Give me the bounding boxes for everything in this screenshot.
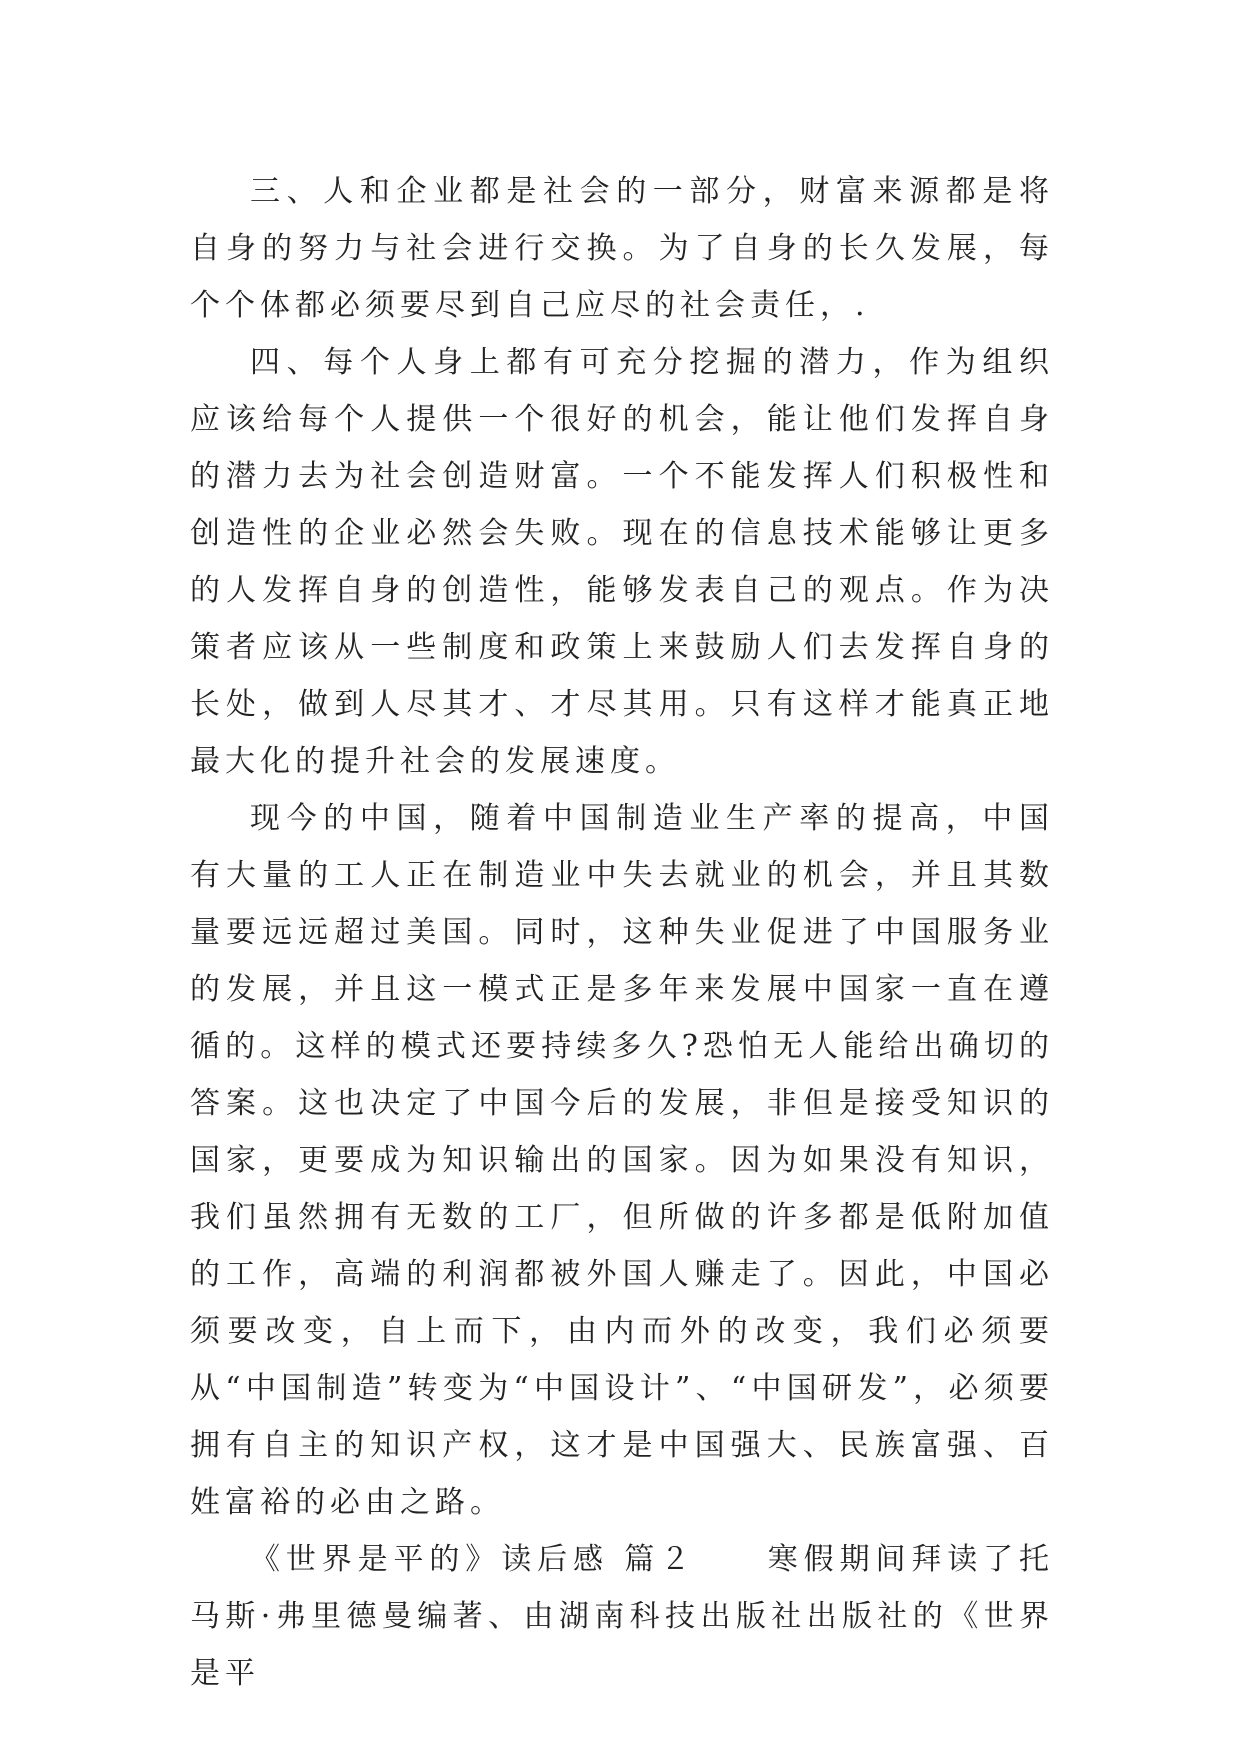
paragraph-review-part-two: 《世界是平的》读后感 篇２ 寒假期间拜读了托马斯·弗里德曼编著、由湖南科技出版社出版社的《世界是平 — [190, 1542, 1054, 1691]
document-body — [190, 163, 1054, 1702]
paragraph-section-four: 四、每个人身上都有可充分挖掘的潜力，作为组织应该给每个人提供一个很好的机会，能让他们发挥自身的潜力去为社会创造财富。一个不能发挥人们积极性和创造性的企业必然会失败。现在的信息技术能够让更多的人发挥自身的创造性，能够发表自己的观点。作为决策者应该从一些制度和政策上来鼓励人们去发挥自身的长处，做到人尽其才、才尽其用。只有这样才能真正地最大化的提升社会的发展速度。 — [190, 345, 1054, 779]
paragraph-china-manufacturing: 现今的中国，随着中国制造业生产率的提高，中国有大量的工人正在制造业中失去就业的机会，并且其数量要远远超过美国。同时，这种失业促进了中国服务业的发展，并且这一模式正是多年来发展中国家一直在遵循的。这样的模式还要持续多久?恐怕无人能给出确切的答案。这也决定了中国今后的发展，非但是接受知识的国家，更要成为知识输出的国家。因为如果没有知识，我们虽然拥有无数的工厂，但所做的许多都是低附加值的工作，高端的利润都被外国人赚走了。因此，中国必须要改变，自上而下，由内而外的改变，我们必须要从“中国制造”转变为“中国设计”、“中国研发”，必须要拥有自主的知识产权，这才是中国强大、民族富强、百姓富裕的必由之路。 — [190, 801, 1054, 1520]
paragraph-section-three: 三、人和企业都是社会的一部分，财富来源都是将自身的努力与社会进行交换。为了自身的长久发展，每个个体都必须要尽到自己应尽的社会责任，. — [190, 174, 1054, 323]
